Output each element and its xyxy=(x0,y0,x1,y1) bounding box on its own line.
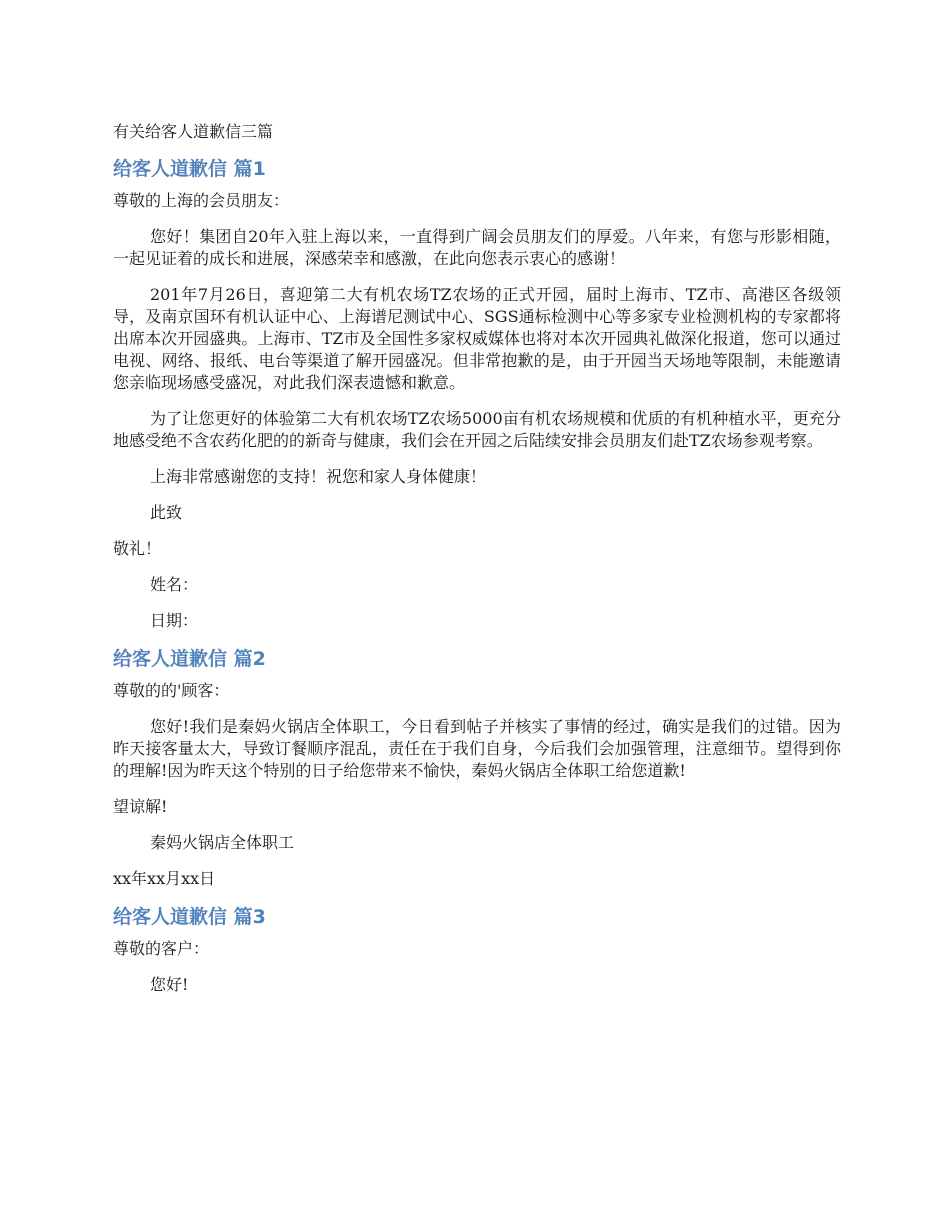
body-paragraph: 您好！集团自20年入驻上海以来，一直得到广阔会员朋友们的厚爱。八年来，有您与形影相随，一起见证着的成长和进展，深感荣幸和感激，在此向您表示衷心的感谢！ xyxy=(113,227,841,268)
regards: 敬礼！ xyxy=(113,539,162,558)
section-heading: 给客人道歉信 篇2 xyxy=(113,648,266,670)
name-label: 姓名： xyxy=(150,575,199,594)
closing: 此致 xyxy=(150,503,183,522)
closing-line: 望谅解! xyxy=(113,797,168,816)
section-2 xyxy=(113,646,841,890)
section-3 xyxy=(113,904,841,996)
letter-date: xx年xx月xx日 xyxy=(113,869,216,888)
body-paragraph: 上海非常感谢您的支持！祝您和家人身体健康！ xyxy=(150,467,487,486)
document-page xyxy=(113,120,841,1010)
document-title: 有关给客人道歉信三篇 xyxy=(113,122,274,141)
greeting: 您好! xyxy=(150,975,189,994)
salutation: 尊敬的上海的会员朋友： xyxy=(113,191,290,210)
body-paragraph: 201年7月26日，喜迎第二大有机农场TZ农场的正式开园，届时上海市、TZ市、高港区各级领导，及南京国环有机认证中心、上海谱尼测试中心、SGS通标检测中心等多家专业检测机构的专家都将出席本次开园盛典。上海市、TZ市及全国性多家权威媒体也将对本次开园典礼做深化报道，您可以通过电视、网络、报纸、电台等渠道了解开园盛况。但非常抱歉的是，由于开园当天场地等限制，未能邀请您亲临现场感受盛况，对此我们深表遗憾和歉意。 xyxy=(113,285,841,392)
body-paragraph: 您好!我们是秦妈火锅店全体职工，今日看到帖子并核实了事情的经过，确实是我们的过错。因为昨天接客量太大，导致订餐顺序混乱，责任在于我们自身，今后我们会加强管理，注意细节。望得到你的理解!因为昨天这个特别的日子给您带来不愉快，秦妈火锅店全体职工给您道歉! xyxy=(113,717,841,780)
section-1 xyxy=(113,156,841,632)
salutation: 尊敬的的'顾客： xyxy=(113,681,230,700)
body-paragraph: 为了让您更好的体验第二大有机农场TZ农场5000亩有机农场规模和优质的有机种植水平，更充分地感受绝不含农药化肥的的新奇与健康，我们会在开园之后陆续安排会员朋友们赴TZ农场参观考察。 xyxy=(113,409,841,450)
section-heading: 给客人道歉信 篇3 xyxy=(113,906,266,928)
section-heading: 给客人道歉信 篇1 xyxy=(113,158,266,180)
salutation: 尊敬的客户： xyxy=(113,939,210,958)
signature: 秦妈火锅店全体职工 xyxy=(150,833,295,852)
date-label: 日期： xyxy=(150,611,199,630)
